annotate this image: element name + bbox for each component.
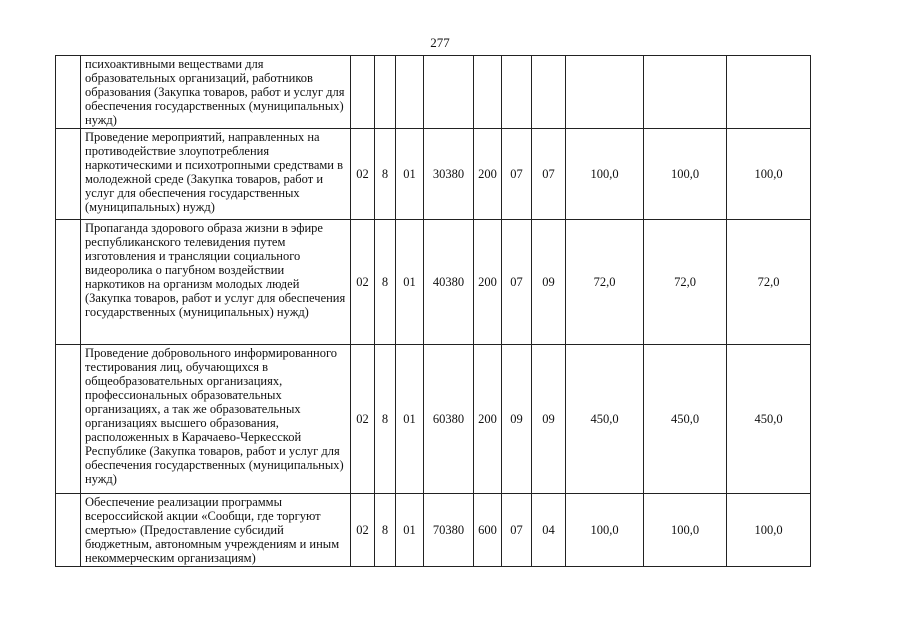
amount-cell: 100,0 xyxy=(566,129,644,220)
table-row xyxy=(56,56,811,129)
amount-cell xyxy=(566,56,644,129)
blank-cell xyxy=(56,129,81,220)
code-cell: 200 xyxy=(474,129,502,220)
amount-cell: 100,0 xyxy=(644,129,727,220)
row-description: психоактивными веществами для образовательных организаций, работников образования (Закупка товаров, работ и услуг для обеспечения государственных (муниципальных) нужд) xyxy=(81,56,351,129)
code-cell xyxy=(502,56,532,129)
amount-cell: 72,0 xyxy=(566,220,644,345)
code-cell xyxy=(375,56,396,129)
row-description: Проведение мероприятий, направленных на противодействие злоупотребления наркотическими и психотропными средствами в молодежной среде (Закупка товаров, работ и услуг для обеспечения государственных (муниципальных) нужд) xyxy=(81,129,351,220)
code-cell: 01 xyxy=(396,494,424,567)
code-cell: 8 xyxy=(375,220,396,345)
amount-cell: 100,0 xyxy=(727,494,811,567)
code-cell: 01 xyxy=(396,345,424,494)
code-cell: 40380 xyxy=(424,220,474,345)
code-cell: 8 xyxy=(375,129,396,220)
amount-cell xyxy=(644,56,727,129)
amount-cell: 450,0 xyxy=(566,345,644,494)
code-cell: 01 xyxy=(396,129,424,220)
amount-cell: 72,0 xyxy=(644,220,727,345)
code-cell: 600 xyxy=(474,494,502,567)
code-cell: 70380 xyxy=(424,494,474,567)
row-description: Пропаганда здорового образа жизни в эфире республиканского телевидения путем изготовления и трансляции социального видеоролика о пагубном воздействии наркотиков на организм молодых людей (Закупка товаров, работ и услуг для обеспечения государственных (муниципальных) нужд) xyxy=(81,220,351,345)
code-cell xyxy=(351,56,375,129)
code-cell: 30380 xyxy=(424,129,474,220)
blank-cell xyxy=(56,494,81,567)
code-cell: 09 xyxy=(532,220,566,345)
amount-cell: 100,0 xyxy=(566,494,644,567)
row-description: Обеспечение реализации программы всероссийской акции «Сообщи, где торгуют смертью» (Предоставление субсидий бюджетным, автономным учреждениям и иным некоммерческим организациям) xyxy=(81,494,351,567)
code-cell: 02 xyxy=(351,129,375,220)
blank-cell xyxy=(56,220,81,345)
table-row xyxy=(56,220,811,345)
code-cell: 07 xyxy=(502,220,532,345)
code-cell: 09 xyxy=(532,345,566,494)
code-cell xyxy=(396,56,424,129)
code-cell xyxy=(424,56,474,129)
code-cell: 04 xyxy=(532,494,566,567)
amount-cell: 100,0 xyxy=(644,494,727,567)
code-cell xyxy=(532,56,566,129)
code-cell: 02 xyxy=(351,494,375,567)
code-cell: 02 xyxy=(351,220,375,345)
code-cell: 8 xyxy=(375,494,396,567)
code-cell: 02 xyxy=(351,345,375,494)
table-row xyxy=(56,345,811,494)
blank-cell xyxy=(56,345,81,494)
amount-cell: 72,0 xyxy=(727,220,811,345)
table-row xyxy=(56,129,811,220)
amount-cell: 100,0 xyxy=(727,129,811,220)
amount-cell: 450,0 xyxy=(644,345,727,494)
code-cell: 09 xyxy=(502,345,532,494)
budget-table xyxy=(55,55,811,567)
page-number: 277 xyxy=(430,35,450,50)
code-cell: 60380 xyxy=(424,345,474,494)
code-cell: 01 xyxy=(396,220,424,345)
code-cell: 07 xyxy=(502,129,532,220)
code-cell: 200 xyxy=(474,220,502,345)
code-cell: 07 xyxy=(532,129,566,220)
row-description: Проведение добровольного информированного тестирования лиц, обучающихся в общеобразовательных организациях, профессиональных образовательных организациях, а так же образовательных организациях высшего образования, расположенных в Карачаево-Черкесской Республике (Закупка товаров, работ и услуг для обеспечения государственных (муниципальных) нужд) xyxy=(81,345,351,494)
code-cell xyxy=(474,56,502,129)
code-cell: 200 xyxy=(474,345,502,494)
blank-cell xyxy=(56,56,81,129)
code-cell: 8 xyxy=(375,345,396,494)
table-row xyxy=(56,494,811,567)
amount-cell: 450,0 xyxy=(727,345,811,494)
code-cell: 07 xyxy=(502,494,532,567)
amount-cell xyxy=(727,56,811,129)
